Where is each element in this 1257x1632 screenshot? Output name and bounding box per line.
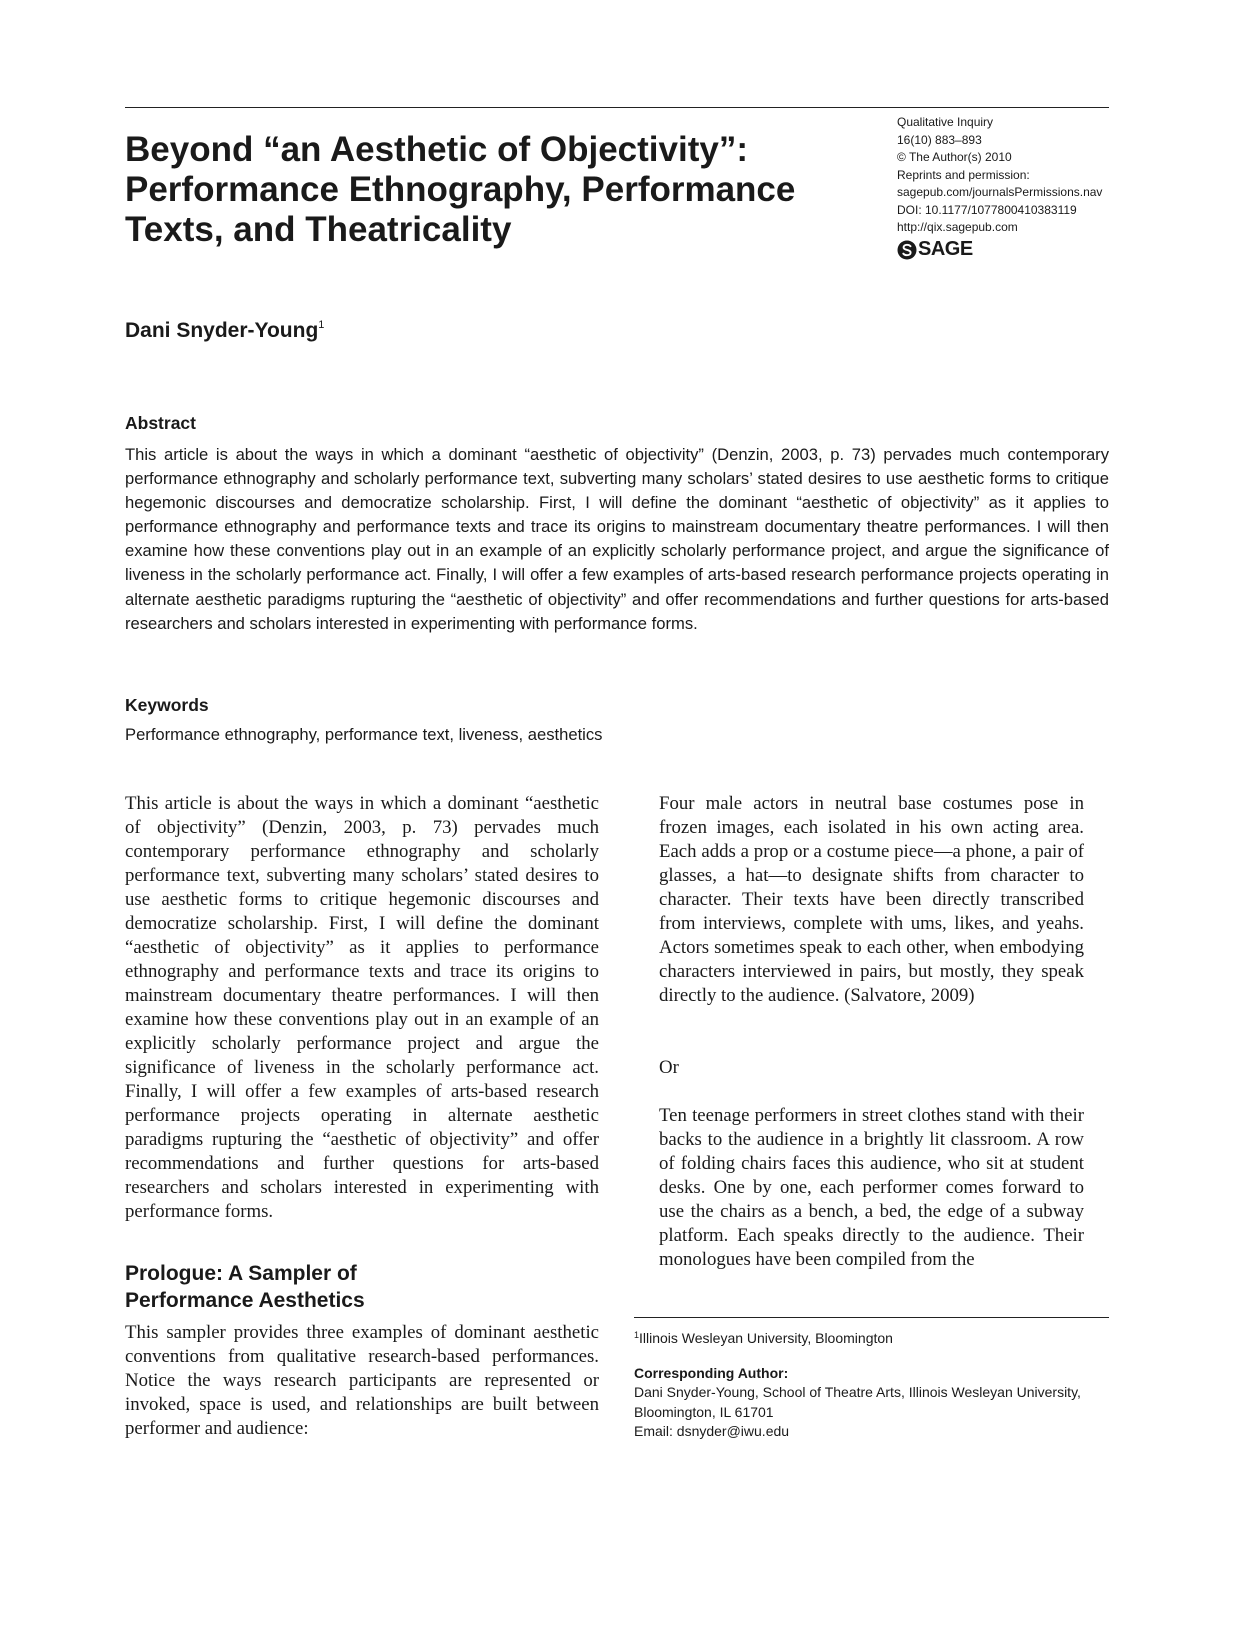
sampler-paragraph: This sampler provides three examples of dominant aesthetic conventions from qualitative research-based performances. Notice the ways research participants are represented or invoked, space is used, and relationships are built between performer and audience: [125, 1322, 599, 1439]
prologue-heading-line-2: Performance Aesthetics [125, 1289, 365, 1312]
author-name [125, 319, 324, 343]
corresponding-author-address: Dani Snyder-Young, School of Theatre Arts, Illinois Wesleyan University, [634, 1384, 1081, 1400]
intro-paragraph: This article is about the ways in which a dominant “aesthetic of objectivity” (Denzin, 2003, p. 73) pervades much contemporary performance ethnography and scholarly performance text, subverting many scholars’ stated desires to use aesthetic forms to critique hegemonic discourses and democratize scholarship. First, I will define the dominant “aesthetic of objectivity” as it applies to performance ethnography and performance texts and trace its origins to mainstream documentary theatre performances. I will then examine how these conventions play out in an example of an explicitly scholarly performance project and argue the significance of liveness in the scholarly performance act. Finally, I will offer a few examples of arts-based research performance projects operating in alternate aesthetic paradigms rupturing the “aesthetic of objectivity” and offer recommendations and further questions for arts-based researchers and scholars interested in experimenting with performance forms. [125, 793, 599, 1222]
prologue-heading-line-1: Prologue: A Sampler of [125, 1262, 357, 1285]
corresponding-author-email[interactable]: Email: dsnyder@iwu.edu [634, 1423, 790, 1439]
footnote-rule [634, 1317, 1109, 1318]
journal-name: Qualitative Inquiry [897, 115, 994, 129]
journal-info [897, 114, 1112, 260]
title-line-3: Texts, and Theatricality [125, 210, 512, 249]
prologue-heading [125, 1260, 599, 1314]
article-title [125, 130, 865, 250]
keywords-heading: Keywords [125, 695, 209, 715]
or-separator: Or [659, 1057, 679, 1078]
author-affiliation-marker: 1 [318, 319, 325, 331]
footnotes [634, 1326, 1114, 1442]
example-1-quote: Four male actors in neutral base costumes pose in frozen images, each isolated in his own acting area. Each adds a prop or a costume piece—a phone, a pair of glasses, a hat—to designate shifts from character to character. Their texts have been directly transcribed from interviews, complete with ums, likes, and yeahs. Actors sometimes speak to each other, when embodying characters interviewed in pairs, but mostly, they speak directly to the audience. (Salvatore, 2009) [659, 793, 1084, 1006]
corresponding-author-label: Corresponding Author: [634, 1364, 789, 1381]
abstract-text: This article is about the ways in which a dominant “aesthetic of objectivity” (Denzin, 2003, p. 73) pervades much contemporary performance ethnography and scholarly performance text, subverting many scholars’ stated desires to use aesthetic forms to critique hegemonic discourses and democratize scholarship. First, I will define the dominant “aesthetic of objectivity” as it applies to performance ethnography and performance texts and trace its origins to mainstream documentary theatre performances. I will then examine how these conventions play out in an example of an explicitly scholarly performance project, and argue the significance of liveness in the scholarly performance act. Finally, I will offer a few examples of arts-based research performance projects operating in alternate aesthetic paradigms rupturing the “aesthetic of objectivity” and offer recommendations and further questions for arts-based researchers and scholars interested in experimenting with performance forms. [125, 445, 1109, 633]
journal-volume-pages: 16(10) 883–893 [897, 132, 982, 147]
copyright: © The Author(s) 2010 [897, 150, 1012, 164]
journal-url[interactable]: http://qix.sagepub.com [897, 220, 1018, 234]
reprints-label: Reprints and permission: [897, 167, 1030, 182]
doi[interactable]: DOI: 10.1177/1077800410383119 [897, 202, 1077, 217]
title-line-1: Beyond “an Aesthetic of Objectivity”: [125, 130, 748, 169]
keywords-text: Performance ethnography, performance text, liveness, aesthetics [125, 725, 603, 744]
title-line-2: Performance Ethnography, Performance [125, 170, 796, 209]
example-2-quote: Ten teenage performers in street clothes stand with their backs to the audience in a brightly lit classroom. A row of folding chairs faces this audience, who sit at student desks. One by one, each performer comes forward to use the chairs as a bench, a bed, the edge of a subway platform. Each speaks directly to the audience. Their monologues have been compiled from the [659, 1105, 1084, 1270]
sage-logo [897, 237, 1112, 260]
author-name-text: Dani Snyder-Young [125, 319, 319, 342]
sage-wordmark: SAGE [918, 237, 973, 260]
permissions-link[interactable]: sagepub.com/journalsPermissions.nav [897, 185, 1103, 199]
affiliation-footnote [634, 1326, 1114, 1349]
affiliation-text: Illinois Wesleyan University, Bloomington [639, 1330, 893, 1346]
abstract-heading: Abstract [125, 413, 196, 433]
header-rule [125, 107, 1109, 108]
sage-s-icon [897, 240, 917, 260]
corresponding-author-city: Bloomington, IL 61701 [634, 1403, 774, 1420]
affiliation-marker: 1 [634, 1330, 640, 1340]
